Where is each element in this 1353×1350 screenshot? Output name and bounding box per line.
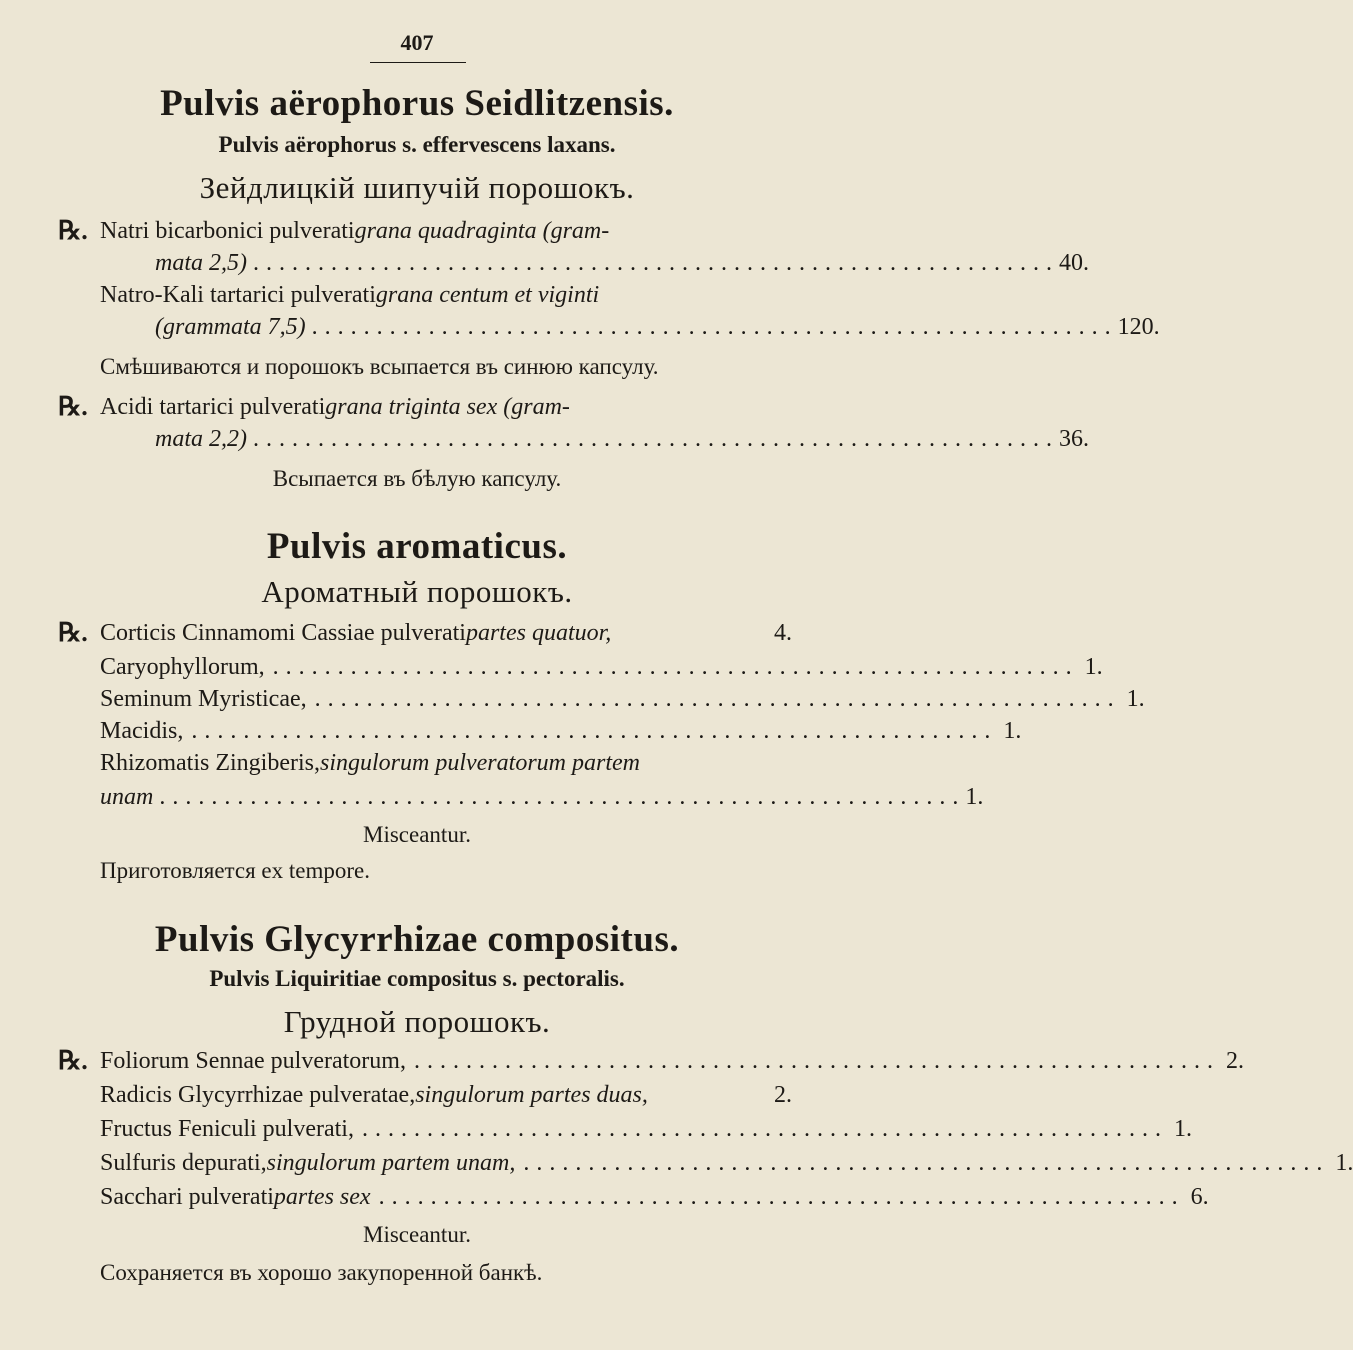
section-title-seidlitz: Pulvis aërophorus Seidlitzensis.: [160, 83, 674, 124]
rx-symbol: ℞.: [58, 1046, 88, 1075]
ingredient-continuation: unam .............................................................. 1.: [100, 784, 984, 810]
ingredient-line: Natri bicarbonici pulverati grana quadraginta (gram-: [100, 218, 610, 244]
ingredient-line: Sulfuris depurati, singulorum partem unam, .............................................................. 1.: [100, 1150, 1353, 1176]
ingredient-line: Rhizomatis Zingiberis, singulorum pulveratorum partem: [100, 750, 640, 776]
ingredient-continuation: mata 2,2) .............................................................. 36.: [155, 426, 1089, 452]
ingredient-line: Radicis Glycyrrhizae pulveratae, singulorum partes duas, 2.: [100, 1082, 792, 1108]
ingredient-line: Macidis, .............................................................. 1.: [100, 718, 1022, 744]
instruction-note: Сохраняется въ хорошо закупоренной банкѣ.: [100, 1260, 543, 1285]
instruction-note: Всыпается въ бѣлую капсулу.: [272, 466, 562, 491]
section-subtitle-seidlitz: Pulvis aërophorus s. effervescens laxans.: [218, 132, 616, 157]
ingredient-continuation: (grammata 7,5) .............................................................. 120.: [155, 314, 1160, 340]
section-ru-title-seidlitz: Зейдлицкiй шипучiй порошокъ.: [199, 170, 635, 205]
ingredient-line: Sacchari pulverati partes sex .............................................................. 6.: [100, 1184, 1209, 1210]
section-subtitle-glycyrrhizae: Pulvis Liquiritiae compositus s. pectoralis.: [209, 966, 625, 991]
ingredient-line: Seminum Myristicae, .............................................................. 1.: [100, 686, 1145, 712]
ingredient-line: Natro-Kali tartarici pulverati grana centum et viginti: [100, 282, 600, 308]
ingredient-continuation: mata 2,5) .............................................................. 40.: [155, 250, 1089, 276]
misceantur-label: Misceantur.: [363, 1222, 471, 1247]
instruction-note: Смѣшиваются и порошокъ всыпается въ синюю капсулу.: [100, 354, 659, 379]
page-number-rule: [370, 62, 466, 63]
ingredient-line: Acidi tartarici pulverati grana triginta sex (gram-: [100, 394, 570, 420]
rx-symbol: ℞.: [58, 392, 88, 421]
ingredient-line: Fructus Feniculi pulverati, .............................................................. 1.: [100, 1116, 1192, 1142]
page-number: 407: [400, 30, 434, 55]
misceantur-label: Misceantur.: [363, 822, 471, 847]
section-title-glycyrrhizae: Pulvis Glycyrrhizae compositus.: [154, 919, 680, 960]
ingredient-line: Corticis Cinnamomi Cassiae pulverati partes quatuor, 4.: [100, 620, 792, 646]
ingredient-line: Foliorum Sennae pulveratorum, .............................................................. 2.: [100, 1048, 1244, 1074]
rx-symbol: ℞.: [58, 618, 88, 647]
ingredient-line: Caryophyllorum, .............................................................. 1.: [100, 654, 1103, 680]
section-ru-title-glycyrrhizae: Грудной порошокъ.: [283, 1004, 551, 1039]
section-title-aromatic: Pulvis aromaticus.: [266, 526, 568, 567]
rx-symbol: ℞.: [58, 216, 88, 245]
instruction-note: Приготовляется ex tempore.: [100, 858, 370, 883]
section-ru-title-aromatic: Ароматный порошокъ.: [261, 574, 573, 609]
